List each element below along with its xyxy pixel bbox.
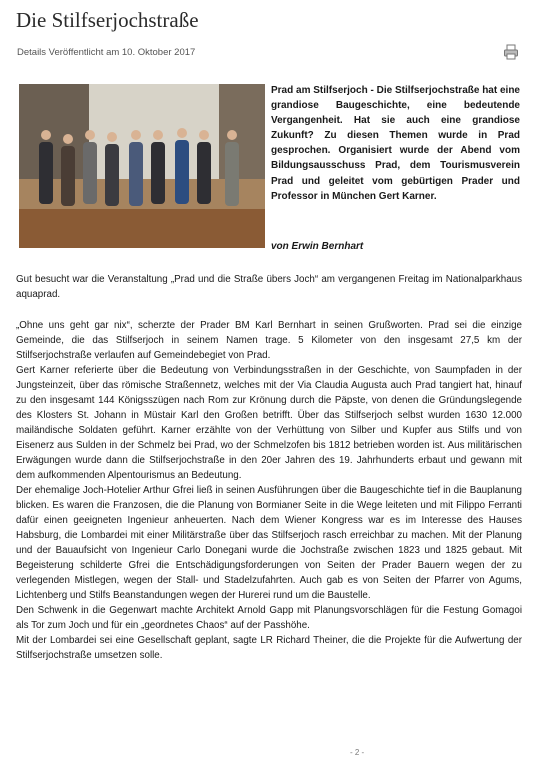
article-lead: Prad am Stilfserjoch - Die Stilfserjochstraße hat eine grandiose Baugeschichte, eine bedeutende Vergangenheit. Hat sie auch eine grandiose Zukunft? Zu diesen Themen wurde in Prad gesprochen. Organisiert wurde der Abend vom Bildungsausschuss Prad, dem Tourismusverein Prad und geleitet vom gebürtigen Prader und Professor in München Gert Karner. — [271, 85, 520, 202]
article-paragraph: Gut besucht war die Veranstaltung „Prad und die Straße übers Joch“ am vergangenen Freitag im Nationalparkhaus aquaprad. — [16, 274, 522, 300]
event-photo — [19, 84, 265, 248]
article-title: Die Stilfserjochstraße — [16, 8, 199, 32]
article-paragraph: „Ohne uns geht gar nix“, scherzte der Prader BM Karl Bernhart in seinen Grußworten. Prad sei die einzige Gemeinde, die das Stilfserjoch in seinem Namen trage. 5 Kilometer von den insgesamt 27,5 km der Stilfserjochstraße verlaufen auf Gemeindebegiet von Prad. Gert Karner referierte über die Bedeutung von Verbindungsstraßen in der Geschichte, von Saumpfaden in der Jungsteinzeit, über das römische Straßennetz, welches mit der Via Claudia Augusta auch Prad tangiert hat, hinauf zu den insgesamt 144 Königsszügen nach Rom zur Krönung durch die Päpste, von denen die Gründungslegende des Klosters St. Johann in Müstair Karl den Großen betrifft. Über das Stilfserjoch selbst wurden 1630 12.000 mailändische Soldaten geführt. Karner erzählte von der Verhüttung von Silber und Kupfer aus Stilfs und von Eisenerz aus Sulden in der Schmelz bei Prad, wo der Schmelzofen bis 1812 betrieben worden ist. Aus militärischen Erwägungen wurde dann die Stilfserjochstraße in den 20er Jahren des 19. Jahrhunderts erbaut und gewann mit dem aufkommenden Alpentourismus an Bedeutung. Der ehemalige Joch-Hotelier Arthur Gfrei ließ in seinen Ausführungen über die Baugeschichte tief in die Bauplanung blicken. Es waren die Franzosen, die die Planung von Bormianer Seite in die Wege leiteten und mit Filippo Ferranti dafür einen geeigneten Ingenieur anheuerten. Nach dem Wiener Kongress war es im Interesse des Hauses Habsburg, die Lombardei mit einer Militärstraße über das Stilfserjoch rasch erreichbar zu machen. Mit der Planung und der Bauaufsicht von Ingenieur Carlo Donegani wurde die Jochstraße zwischen 1823 und 1825 gebaut. Mit Begeisterung schilderte Gfrei die Entschädigungsforderungen von Seiten der Prader Bauern wegen der zu verlegenden Mistlegen, wegen der Stall- und Stadelzufahrten. Auch gab es von Seiten der Pfarrer von Agums, Lichtenberg und Stilfs Beanstandungen wegen der Hurerei rund um die Baustelle. Den Schwenk in die Gegenwart machte Architekt Arnold Gapp mit Planungsvorschlägen für die Festung Gomagoi als Tor zum Joch und für ein „geordnetes Chaos“ auf der Passhöhe. Mit der Lombardei sei eine Gesellschaft geplant, sagte LR Richard Theiner, die die Projekte für die Aufwertung der Stilfserjochstraße umsetzen solle. — [16, 320, 522, 661]
printer-icon[interactable] — [503, 44, 519, 60]
article-meta: Details Veröffentlicht am 10. Oktober 2017 — [17, 47, 196, 58]
article-byline: von Erwin Bernhart — [271, 241, 364, 252]
page-number: - 2 - — [350, 748, 365, 757]
